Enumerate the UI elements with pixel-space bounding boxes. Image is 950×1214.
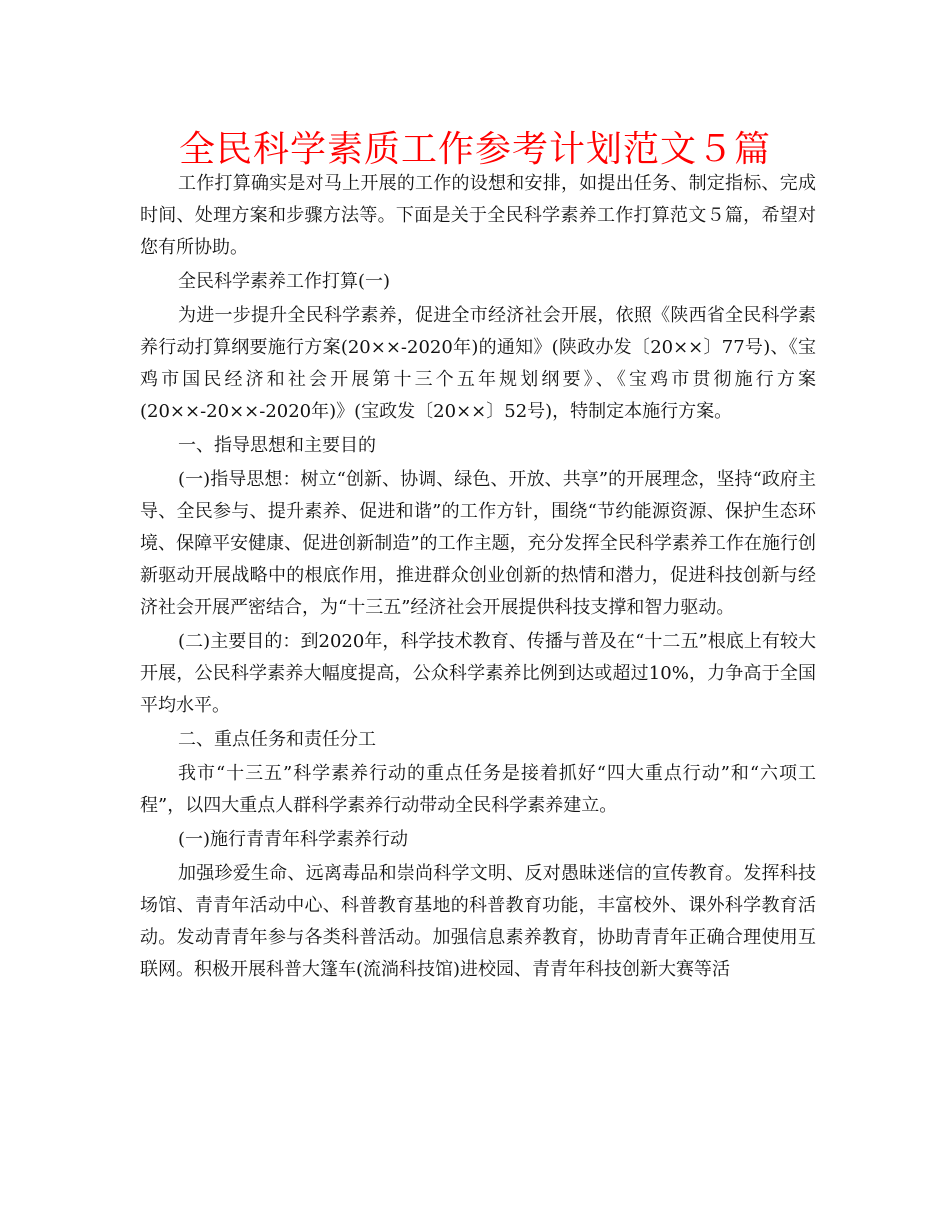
paragraph-main-goal: (二)主要目的：到2020年，科学技术教育、传播与普及在“十二五”根底上有较大开展，公民科学素养大幅度提高，公众科学素养比例到达或超过10%，力争高于全国平均水平。 <box>140 631 816 716</box>
document-title: 全民科学素质工作参考计划范文５篇 <box>178 129 771 170</box>
subsection-heading-youth: (一)施行青青年科学素养行动 <box>178 829 409 850</box>
paragraph-key-tasks: 我市“十三五”科学素养行动的重点任务是接着抓好“四大重点行动”和“六项工程”，以四大重点人群科学素养行动带动全民科学素养建立。 <box>140 763 816 816</box>
paragraph-youth: 加强珍爱生命、远离毒品和崇尚科学文明、反对愚昧迷信的宣传教育。发挥科技场馆、青青年活动中心、科普教育基地的科普教育功能，丰富校外、课外科学教育活动。发动青青年参与各类科普活动。加强信息素养教育，协助青青年正确合理使用互联网。积极开展科普大篷车(流淌科技馆)进校园、青青年科技创新大赛等活 <box>140 863 816 980</box>
document-body <box>140 168 816 988</box>
paragraph-purpose: 为进一步提升全民科学素养，促进全市经济社会开展，依照《陕西省全民科学素养行动打算纲要施行方案(20××-2020年)的通知》(陕政办发〔20××〕77号)、《宝鸡市国民经济和社会开展第十三个五年规划纲要》、《宝鸡市贯彻施行方案(20××-20××-2020年)》(宝政发〔20××〕52号)，特制定本施行方案。 <box>140 305 816 422</box>
section-heading-guiding-thought: 一、指导思想和主要目的 <box>178 435 376 456</box>
paragraph-plan-heading: 全民科学素养工作打算(一) <box>178 271 391 292</box>
paragraph-intro: 工作打算确实是对马上开展的工作的设想和安排，如提出任务、制定指标、完成时间、处理方案和步骤方法等。下面是关于全民科学素养工作打算范文５篇，希望对您有所协助。 <box>140 173 816 258</box>
paragraph-guiding-thought: (一)指导思想：树立“创新、协调、绿色、开放、共享”的开展理念，坚持“政府主导、全民参与、提升素养、促进和谐”的工作方针，围绕“节约能源资源、保护生态环境、保障平安健康、促进创新制造”的工作主题，充分发挥全民科学素养工作在施行创新驱动开展战略中的根底作用，推进群众创业创新的热情和潜力，促进科技创新与经济社会开展严密结合，为“十三五”经济社会开展提供科技支撑和智力驱动。 <box>140 469 816 618</box>
section-heading-key-tasks: 二、重点任务和责任分工 <box>178 729 376 750</box>
